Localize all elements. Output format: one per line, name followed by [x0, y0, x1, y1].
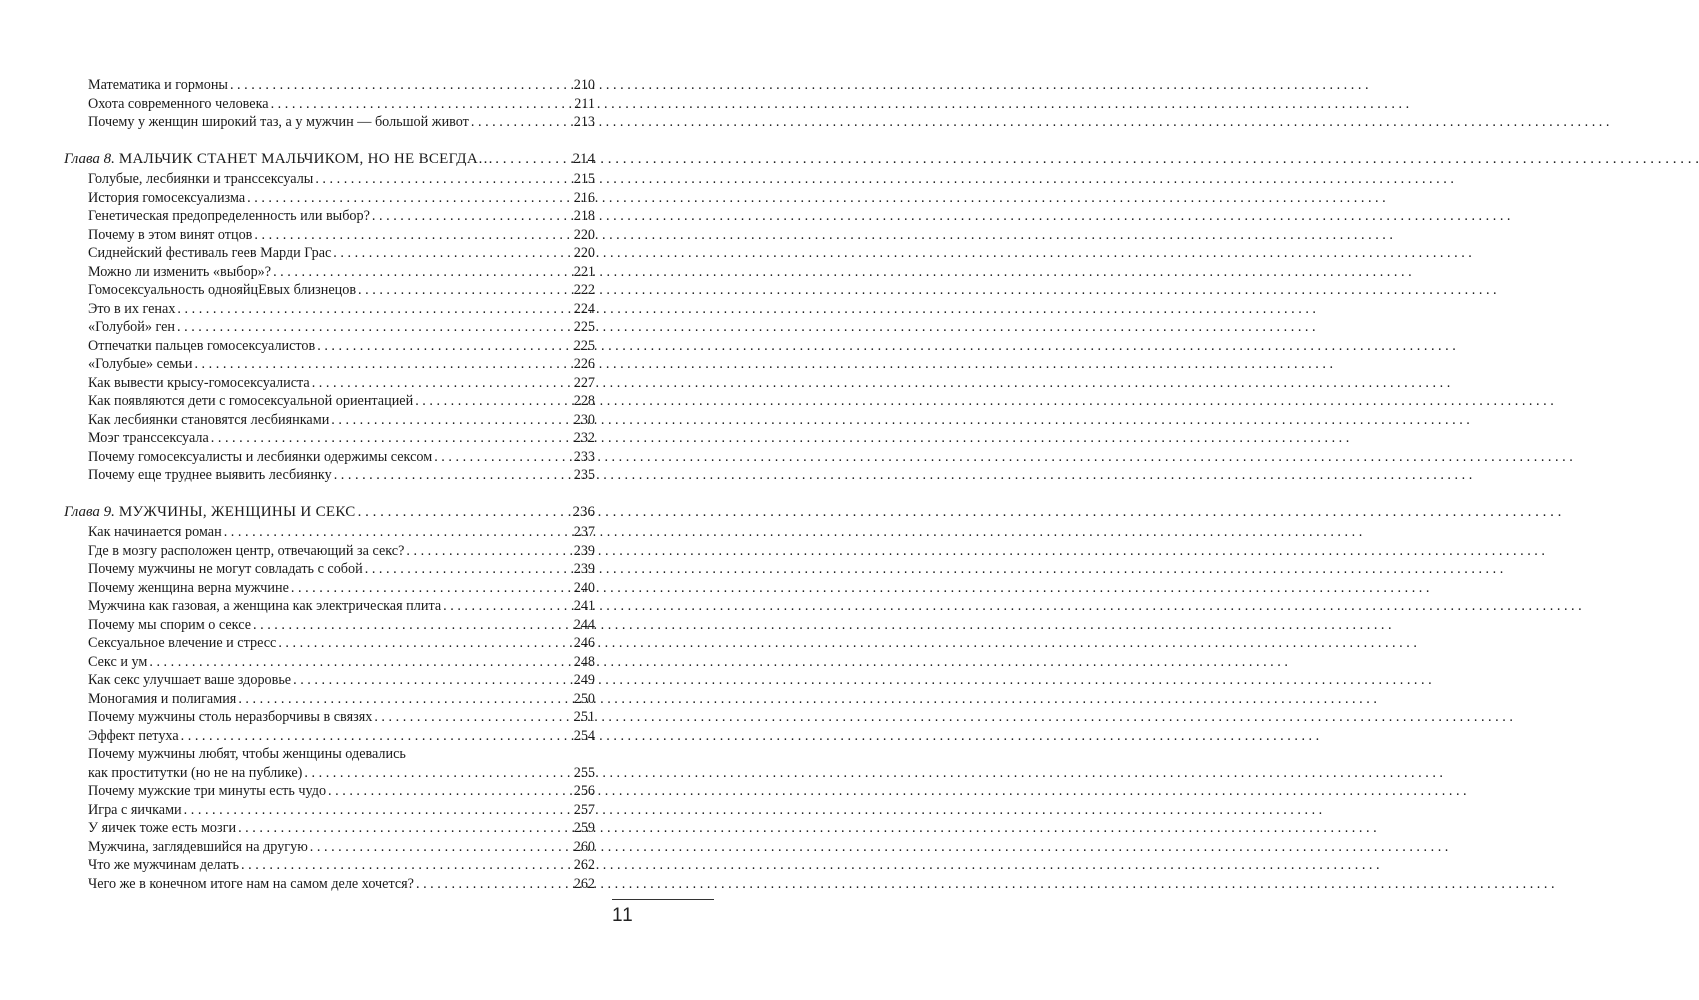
toc-entry-page: 218: [573, 208, 595, 224]
dot-leader: [329, 411, 573, 430]
toc-entry[interactable]: [64, 448, 595, 467]
dot-leader: [209, 429, 574, 448]
toc-entry[interactable]: [64, 801, 595, 820]
toc-entry[interactable]: [64, 838, 595, 857]
dot-leader: [441, 597, 574, 616]
dot-leader: [222, 523, 574, 542]
dot-leader: [413, 392, 574, 411]
toc-entry-page: 255: [573, 764, 595, 781]
toc-entry[interactable]: [64, 355, 595, 374]
toc-entry-title: Отпечатки пальцев гомосексуалистов: [88, 337, 316, 354]
toc-entry-title: Моэг транссексуала: [88, 430, 209, 446]
toc-entry-page: 257: [573, 801, 595, 818]
toc-entry-title: Моногамия и полигамия: [88, 690, 237, 707]
toc-entry[interactable]: [64, 95, 595, 114]
dot-leader: [236, 819, 574, 838]
dot-leader: [310, 374, 574, 393]
dot-leader: [469, 113, 574, 132]
toc-entry-page: 220: [573, 245, 595, 261]
chapter-label: Глава 9.: [64, 503, 115, 520]
toc-entry-title: Почему мужчины любят, чтобы женщины одевались: [88, 746, 406, 762]
toc-entry-title: Почему мы спорим о сексе: [88, 616, 251, 633]
dot-leader: [315, 337, 574, 356]
toc-entry-title: Что же мужчинам делать: [88, 857, 240, 873]
toc-entry-page: 216: [573, 189, 595, 206]
toc-entry-page: 239: [573, 561, 595, 577]
toc-entry[interactable]: [64, 300, 595, 319]
toc-entry-line-2: [64, 764, 595, 783]
chapter-title: МАЛЬЧИК СТАНЕТ МАЛЬЧИКОМ, НО НЕ ВСЕГДА…: [118, 150, 494, 167]
toc-entry-page: 224: [573, 300, 595, 317]
dot-leader: [370, 207, 574, 226]
dot-leader: [271, 263, 574, 282]
toc-entry-page: 237: [573, 524, 595, 540]
dot-leader: [147, 653, 573, 672]
toc-entry[interactable]: [64, 374, 595, 393]
toc-entry-multiline[interactable]: [64, 745, 595, 782]
toc-entry[interactable]: [64, 244, 595, 263]
toc-entry-page: 235: [573, 467, 595, 483]
chapter-heading[interactable]: [64, 150, 595, 169]
dot-leader: [302, 764, 573, 783]
toc-entry-page: 225: [573, 337, 595, 354]
toc-entry-title: Охота современного человека: [88, 95, 269, 112]
toc-entry-page: 226: [573, 356, 595, 372]
toc-entry-title: Как секс улучшает ваше здоровье: [88, 672, 292, 688]
toc-entry[interactable]: [64, 523, 595, 542]
toc-entry[interactable]: [64, 782, 595, 801]
toc-entry-page: 221: [573, 263, 595, 280]
toc-entry-title: Как начинается роман: [88, 524, 222, 540]
toc-entry[interactable]: [64, 542, 595, 561]
toc-entry-page: 250: [573, 690, 595, 707]
dot-leader: [289, 579, 574, 598]
toc-entry[interactable]: [64, 263, 595, 282]
dot-leader: [228, 76, 574, 95]
toc-entry-page: 215: [573, 171, 595, 187]
dot-leader: [372, 708, 573, 727]
dot-leader: [245, 189, 574, 208]
dot-leader: [182, 801, 574, 820]
toc-entry-page: 241: [573, 598, 595, 614]
toc-entry[interactable]: [64, 466, 595, 485]
toc-entry[interactable]: [64, 429, 595, 448]
toc-entry-title: Как вывести крысу-гомосексуалиста: [88, 374, 310, 391]
toc-entry-title: Сексуальное влечение и стресс: [88, 635, 277, 651]
dot-leader: [252, 226, 573, 245]
toc-entry[interactable]: [64, 875, 595, 894]
toc-entry[interactable]: [64, 226, 595, 245]
toc-entry-title: Чего же в конечном итоге нам на самом деле хочется?: [88, 875, 414, 892]
toc-entry-title: Почему мужчины столь неразборчивы в связях: [88, 709, 373, 725]
toc-entry-page: 233: [573, 448, 595, 465]
toc-entry-page: 213: [573, 114, 595, 130]
toc-entry-title: Математика и гормоны: [88, 77, 228, 93]
dot-leader: [175, 300, 573, 319]
toc-entry-title: Почему женщина верна мужчине: [88, 579, 289, 596]
toc-entry-page: 211: [574, 95, 595, 112]
page-number: 11: [612, 905, 634, 926]
toc-entry-page: 227: [573, 374, 595, 391]
toc-entry-title: Почему еще труднее выявить лесбиянку: [88, 467, 332, 483]
toc-entry-page: 259: [573, 820, 595, 836]
toc-entry-page: 210: [573, 77, 595, 93]
chapter-heading[interactable]: [64, 503, 595, 522]
footer-rule: [612, 899, 714, 900]
dot-leader: [291, 671, 574, 690]
toc-entry[interactable]: [64, 579, 595, 598]
toc-entry[interactable]: [64, 653, 595, 672]
dot-leader: [356, 503, 573, 522]
toc-entry-title: Почему мужчины не могут совладать с собой: [88, 561, 363, 577]
toc-entry-page: 220: [573, 226, 595, 243]
dot-leader: [332, 466, 574, 485]
chapter-page: 214: [572, 150, 595, 167]
toc-entry[interactable]: [64, 634, 595, 653]
dot-leader: [269, 95, 575, 114]
toc-entry-title: Секс и ум: [88, 653, 148, 670]
dot-leader: [326, 782, 574, 801]
chapter-title: МУЖЧИНЫ, ЖЕНЩИНЫ И СЕКС: [118, 503, 356, 520]
toc-entry-title: Это в их генах: [88, 300, 176, 317]
toc-entry-title: Почему мужские три минуты есть чудо: [88, 783, 327, 799]
toc-entry-page: 239: [573, 542, 595, 559]
chapter-heading-text: [64, 503, 356, 522]
toc-entry-title: Мужчина, заглядевшийся на другую: [88, 838, 308, 855]
toc-entry[interactable]: [64, 616, 595, 635]
dot-leader: [192, 355, 573, 374]
toc-entry[interactable]: [64, 170, 595, 189]
toc-entry-title: История гомосексуализма: [88, 189, 246, 206]
toc-entry[interactable]: [64, 113, 595, 132]
toc-entry-title: Игра с яичками: [88, 801, 182, 818]
toc-entry[interactable]: [64, 560, 595, 579]
toc-entry-page: 228: [573, 393, 595, 409]
toc-entry[interactable]: [64, 690, 595, 709]
toc-entry[interactable]: [64, 281, 595, 300]
toc-entry[interactable]: [64, 318, 595, 337]
toc-entry-title: Почему в этом винят отцов: [88, 226, 253, 243]
toc-entry-title: Как лесбиянки становятся лесбиянками: [88, 411, 330, 428]
toc-entry-page: 232: [573, 430, 595, 446]
dot-leader: [179, 727, 574, 746]
dot-leader: [276, 634, 573, 653]
toc-entry-page: 225: [573, 319, 595, 335]
dot-leader: [404, 542, 573, 561]
toc-entry[interactable]: [64, 207, 595, 226]
toc-entry-page: 244: [573, 616, 595, 633]
toc-entry-title: Почему гомосексуалисты и лесбиянки одержимы сексом: [88, 448, 433, 465]
toc-entry-page: 249: [573, 672, 595, 688]
dot-leader: [239, 856, 574, 875]
toc-entry-page: 260: [573, 838, 595, 855]
toc-entry[interactable]: [64, 392, 595, 411]
toc-entry-page: 256: [573, 783, 595, 799]
dot-leader: [175, 318, 574, 337]
toc-entry-title: Мужчина как газовая, а женщина как электрическая плита: [88, 598, 442, 614]
toc-entry-page: 246: [573, 635, 595, 651]
dot-leader: [313, 170, 573, 189]
toc-entry-title: Почему у женщин широкий таз, а у мужчин — большой живот: [88, 114, 469, 130]
toc-entry-page: 262: [573, 857, 595, 873]
dot-leader: [308, 838, 574, 857]
toc-entry-title: Можно ли изменить «выбор»?: [88, 263, 272, 280]
toc-entry-page: 262: [573, 875, 595, 892]
toc-entry-line-1: [64, 745, 595, 764]
toc-entry[interactable]: [64, 337, 595, 356]
toc-entry-title-cont: как проститутки (но не на публике): [88, 764, 303, 781]
chapter-page: 236: [572, 503, 595, 520]
toc-section-chapter-8: [64, 150, 595, 485]
chapter-heading-text: [64, 150, 493, 169]
toc-entry-page: 230: [573, 411, 595, 428]
toc-entry-title: Сиднейский фестиваль геев Марди Грас: [88, 245, 332, 261]
toc-entry-page: 240: [573, 579, 595, 596]
dot-leader: [331, 244, 573, 263]
toc-entry[interactable]: [64, 727, 595, 746]
dot-leader: [493, 150, 572, 169]
toc-entry-title: «Голубой» ген: [88, 319, 176, 335]
dot-leader: [356, 281, 574, 300]
toc-entry-title: «Голубые» семьи: [88, 356, 193, 372]
toc-section-prev: [64, 76, 595, 132]
toc-entry[interactable]: [64, 708, 595, 727]
dot-leader: [363, 560, 574, 579]
toc-entry-page: 251: [573, 709, 595, 725]
toc-section-chapter-9: [64, 503, 595, 894]
toc-entry-title: Как появляются дети с гомосексуальной ориентацией: [88, 393, 414, 409]
toc-entry-title: У яичек тоже есть мозги: [88, 820, 237, 836]
dot-leader: [414, 875, 574, 894]
toc-entry[interactable]: [64, 671, 595, 690]
toc-entry[interactable]: [64, 76, 595, 95]
table-of-contents: [64, 76, 595, 893]
toc-entry[interactable]: [64, 411, 595, 430]
toc-entry-page: 222: [573, 282, 595, 298]
toc-entry-title: Где в мозгу расположен центр, отвечающий за секс?: [88, 542, 405, 559]
toc-entry[interactable]: [64, 819, 595, 838]
dot-leader: [236, 690, 573, 709]
toc-entry-title: Голубые, лесбиянки и транссексуалы: [88, 171, 314, 187]
toc-entry[interactable]: [64, 189, 595, 208]
toc-entry-title: Гомосексуальность однояйцЕвых близнецов: [88, 282, 357, 298]
dot-leader: [251, 616, 574, 635]
dot-leader: [432, 448, 574, 467]
toc-entry[interactable]: [64, 856, 595, 875]
toc-entry-page: 254: [573, 727, 595, 744]
chapter-label: Глава 8.: [64, 150, 115, 167]
toc-entry-title: Эффект петуха: [88, 727, 179, 744]
toc-entry-title: Генетическая предопределенность или выбор?: [88, 208, 370, 224]
toc-entry-page: 248: [573, 653, 595, 670]
toc-entry[interactable]: [64, 597, 595, 616]
